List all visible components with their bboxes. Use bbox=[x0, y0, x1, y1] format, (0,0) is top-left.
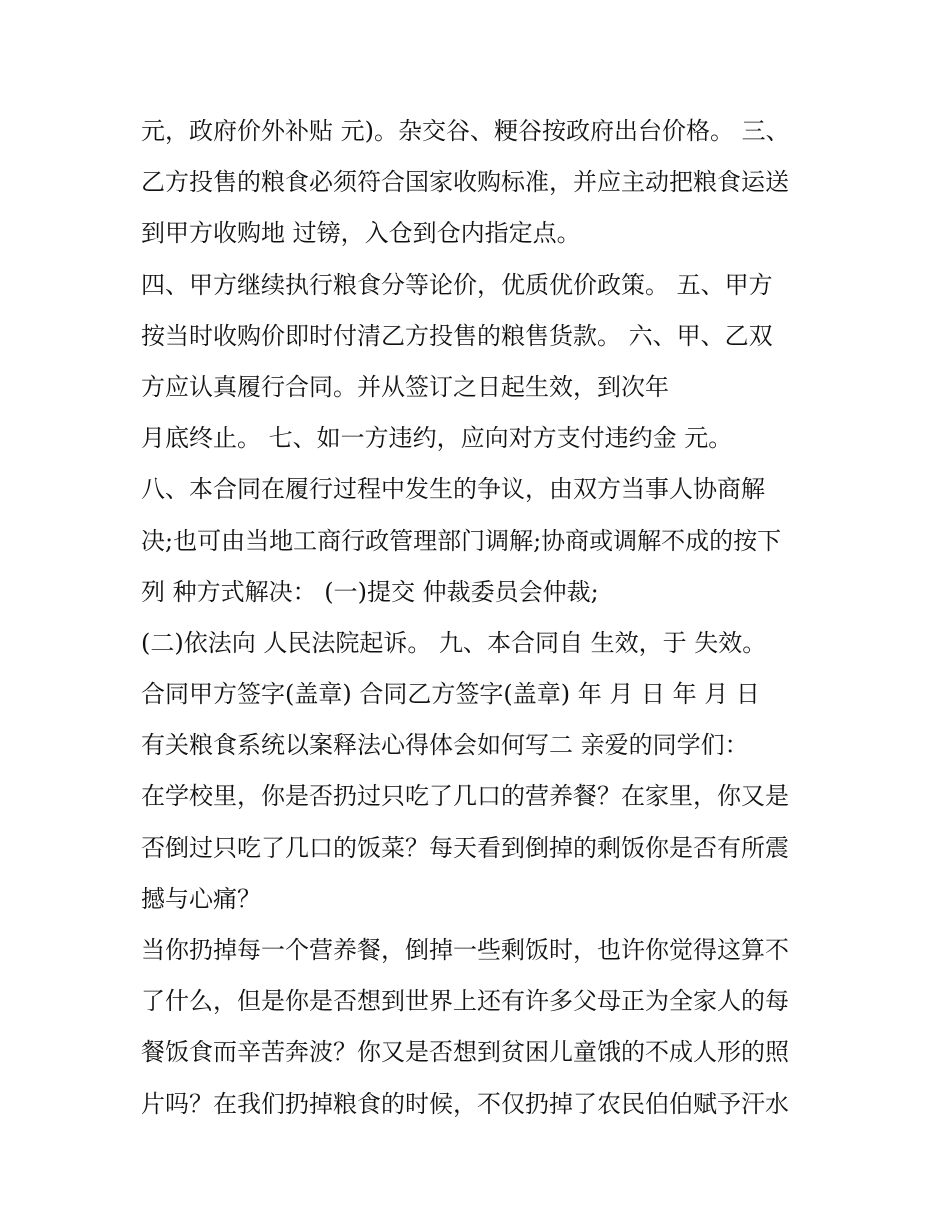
text-line: 在学校里，你是否扔过只吃了几口的营养餐？在家里，你又是 bbox=[141, 782, 789, 811]
text-line: 四、甲方继续执行粮食分等论价，优质优价政策。 五、甲方 bbox=[141, 270, 773, 299]
text-line: 月底终止。 七、如一方违约，应向对方支付违约金 元。 bbox=[141, 424, 733, 453]
text-line: 元，政府价外补贴 元)。杂交谷、粳谷按政府出台价格。 三、 bbox=[141, 117, 790, 145]
text-line: 八、本合同在履行过程中发生的争议，由双方当事人协商解 bbox=[141, 475, 765, 504]
text-line: 撼与心痛？ bbox=[141, 884, 261, 913]
text-line: 列 种方式解决： (一)提交 仲裁委员会仲裁; bbox=[141, 577, 599, 606]
text-line: 了什么，但是你是否想到世界上还有许多父母正为全家人的每 bbox=[141, 987, 789, 1016]
text-line: 否倒过只吃了几口的饭菜？每天看到倒掉的剩饭你是否有所震 bbox=[141, 833, 789, 862]
text-line: 合同甲方签字(盖章) 合同乙方签字(盖章) 年 月 日 年 月 日 bbox=[141, 680, 760, 709]
document-body bbox=[141, 106, 821, 1130]
text-line: 按当时收购价即时付清乙方投售的粮售货款。 六、甲、乙双 bbox=[141, 321, 773, 350]
text-line: 到甲方收购地 过镑，入仓到仓内指定点。 bbox=[141, 219, 581, 248]
text-line: 决;也可由当地工商行政管理部门调解;协商或调解不成的按下 bbox=[141, 526, 782, 555]
text-line: 当你扔掉每一个营养餐，倒掉一些剩饭时，也许你觉得这算不 bbox=[141, 936, 789, 964]
text-line: 有关粮食系统以案释法心得体会如何写二 亲爱的同学们： bbox=[141, 731, 749, 760]
text-line: 餐饭食而辛苦奔波？你又是否想到贫困儿童饿的不成人形的照 bbox=[141, 1038, 789, 1067]
text-line: 乙方投售的粮食必须符合国家收购标准，并应主动把粮食运送 bbox=[141, 168, 789, 197]
text-line: (二)依法向 人民法院起诉。 九、本合同自 生效，于 失效。 bbox=[141, 628, 767, 657]
text-line: 片吗？在我们扔掉粮食的时候，不仅扔掉了农民伯伯赋予汗水 bbox=[141, 1089, 789, 1118]
text-line: 方应认真履行合同。并从签订之日起生效，到次年 bbox=[141, 372, 669, 401]
